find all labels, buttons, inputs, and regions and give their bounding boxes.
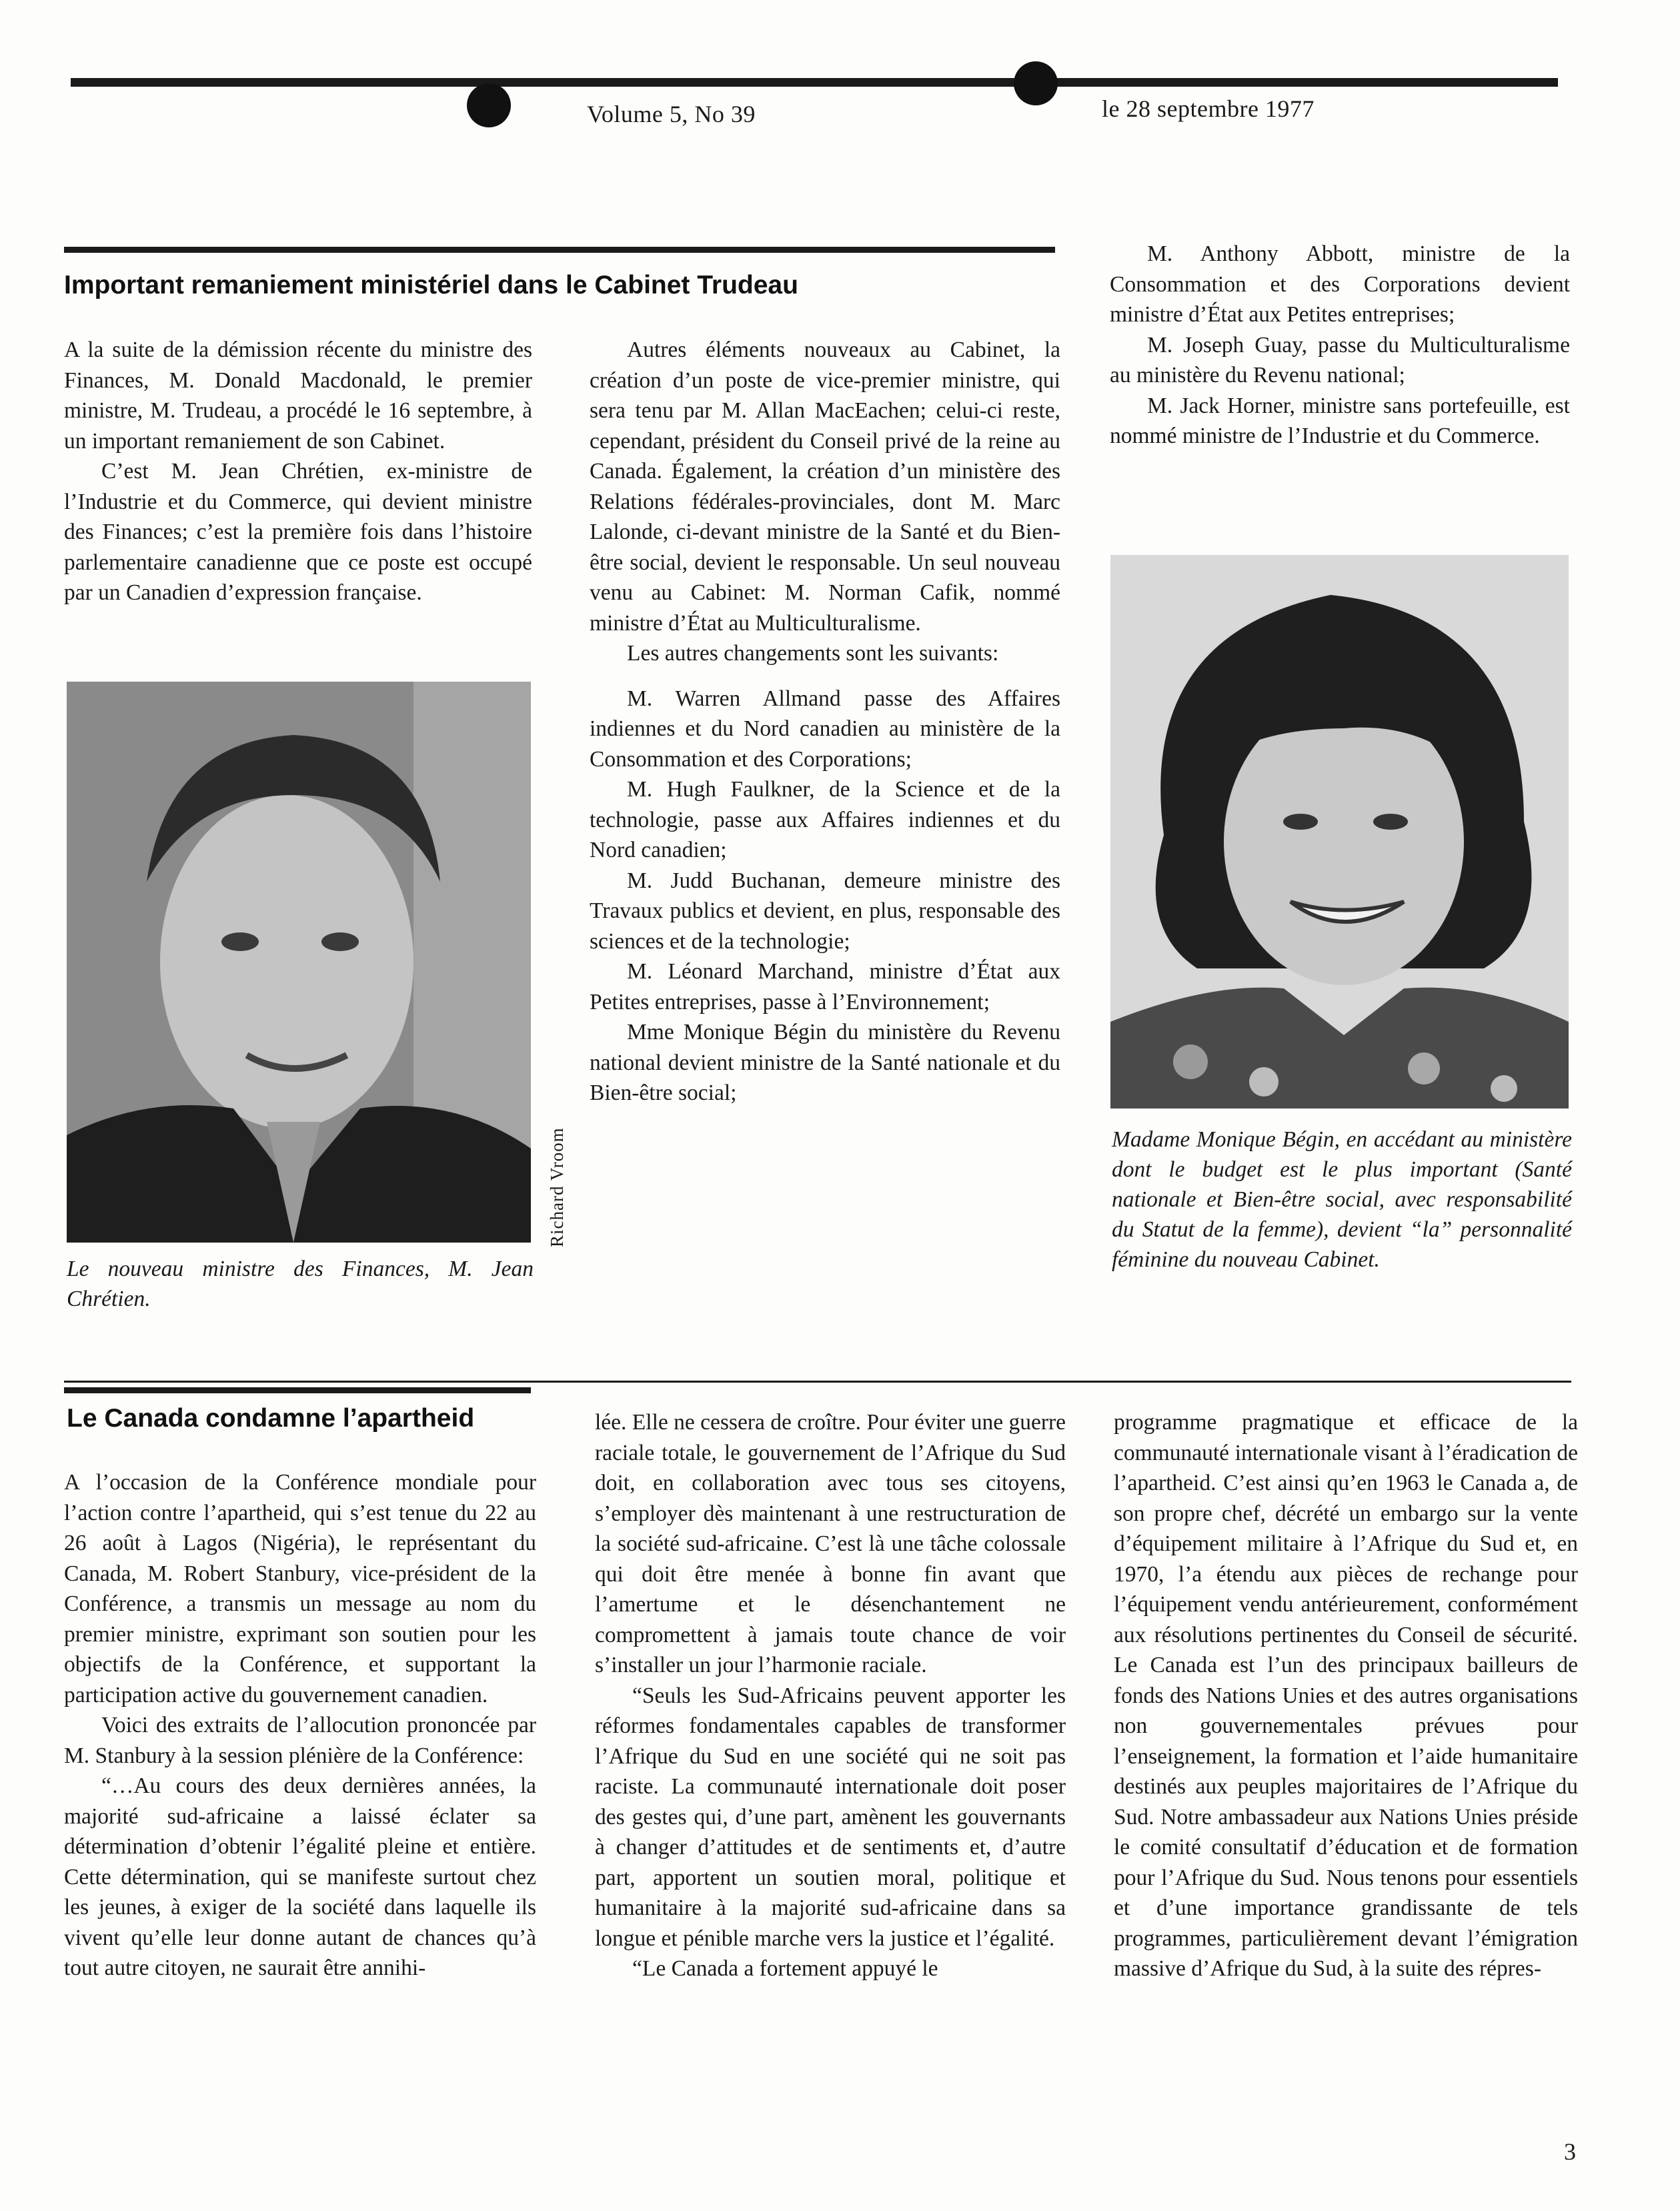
issue-date: le 28 septembre 1977 (1102, 95, 1315, 122)
paragraph: A l’occasion de la Conférence mondiale pour l’action contre l’apartheid, qui s’est tenue du 22 au 26 août à Lagos (Nigéria), le représentant du Canada, M. Robert Stanbury, vice-président de la Conférence, a transmis un message au nom du premier ministre, exprimant son soutien pour les objectifs de la Conférence, et supportant la participation active du gouvernement canadien. (64, 1470, 536, 1707)
article2-title-rule (64, 1387, 531, 1393)
chretien-caption: Le nouveau ministre des Finances, M. Jean Chrétien. (67, 1257, 534, 1311)
paragraph: Voici des extraits de l’allocution prononcée par M. Stanbury à la session plénière de la Conférence: (64, 1713, 536, 1768)
paragraph: Les autres changements sont les suivants: (627, 641, 999, 666)
article2-top-rule (64, 1381, 1571, 1383)
begin-caption: Madame Monique Bégin, en accédant au ministère dont le budget est le plus important (Santé nationale et Bien-être social, avec responsabilité du Statut de la femme), devient “la” personnalité féminine du nouveau Cabinet. (1112, 1127, 1572, 1272)
article1-column-1 (64, 335, 532, 608)
masthead-dot-right (1014, 61, 1058, 105)
list-item: M. Judd Buchanan, demeure ministre des Travaux publics et devient, en plus, responsable des sciences et de la technologie; (590, 868, 1060, 954)
begin-photo (1110, 555, 1569, 1109)
list-item: M. Hugh Faulkner, de la Science et de la technologie, passe aux Affaires indiennes et du Nord canadien; (590, 777, 1060, 862)
volume-number: Volume 5, No 39 (587, 101, 756, 127)
article2-column-1 (64, 1467, 536, 1984)
page-number: 3 (1564, 2138, 1576, 2165)
list-item: M. Anthony Abbott, ministre de la Consommation et des Corporations devient ministre d’État aux Petites entreprises; (1110, 241, 1570, 327)
list-item: M. Joseph Guay, passe du Multiculturalisme au ministère du Revenu national; (1110, 332, 1570, 388)
article1-top-rule (64, 247, 1055, 253)
list-item: M. Léonard Marchand, ministre d’État aux Petites entreprises, passe à l’Environnement; (590, 959, 1060, 1014)
article1-headline: Important remaniement ministériel dans le Cabinet Trudeau (64, 271, 798, 299)
article1-column-2 (590, 335, 1060, 1109)
list-item: M. Warren Allmand passe des Affaires indiennes et du Nord canadien au ministère de la Consommation et des Corporations; (590, 686, 1060, 772)
paragraph: A la suite de la démission récente du ministre des Finances, M. Donald Macdonald, le premier ministre, M. Trudeau, a procédé le 16 septembre, à un important remaniement de son Cabinet. (64, 337, 532, 454)
article2-column-3 (1114, 1407, 1578, 1984)
list-item: M. Jack Horner, ministre sans portefeuille, est nommé ministre de l’Industrie et du Commerce. (1110, 393, 1570, 448)
portrait-image (67, 682, 531, 1243)
masthead-rule (71, 78, 1558, 87)
article2-headline: Le Canada condamne l’apartheid (67, 1404, 475, 1433)
list-item: Mme Monique Bégin du ministère du Revenu national devient ministre de la Santé nationale et du Bien-être social; (590, 1020, 1060, 1105)
paragraph: Autres éléments nouveaux au Cabinet, la création d’un poste de vice-premier ministre, qui sera tenu par M. Allan MacEachen; celui-ci reste, cependant, président du Conseil privé de la reine au Canada. Également, la création d’un ministère des Relations fédérales-provinciales, dont M. Marc Lalonde, ci-devant ministre de la Santé et du Bien-être social, devient le responsable. Un seul nouveau venu au Cabinet: M. Norman Cafik, nommé ministre d’État au Multiculturalisme. (590, 337, 1060, 636)
masthead-dot-left (467, 83, 511, 127)
paragraph: “…Au cours des deux dernières années, la majorité sud-africaine a laissé éclater sa détermination d’obtenir l’égalité pleine et entière. Cette détermination, qui se manifeste surtout chez les jeunes, à exiger de la société dans laquelle ils vivent qu’elle leur donne autant de chances qu’à tout autre citoyen, ne saurait être annihi- (64, 1773, 536, 1980)
article1-column-3 (1110, 239, 1570, 452)
paragraph: “Seuls les Sud-Africains peuvent apporter les réformes fondamentales capables de transformer l’Afrique du Sud en une société qui ne soit pas raciste. La communauté internationale doit poser des gestes qui, d’une part, amènent les gouvernants à changer d’attitudes et de sentiments et, d’autre part, apportent un soutien moral, politique et humanitaire à la majorité sud-africaine dans sa longue et pénible marche vers la justice et l’égalité. (595, 1683, 1066, 1951)
paragraph: “Le Canada a fortement appuyé le (632, 1956, 938, 1981)
paragraph: C’est M. Jean Chrétien, ex-ministre de l’Industrie et du Commerce, qui devient ministre des Finances; c’est la première fois dans l’histoire parlementaire canadienne que ce poste est occupé par un Canadien d’expression française. (64, 459, 532, 605)
photo-credit: Richard Vroom (547, 1127, 567, 1247)
paragraph: lée. Elle ne cessera de croître. Pour éviter une guerre raciale totale, le gouvernement de l’Afrique du Sud doit, en collaboration avec tous ses citoyens, s’employer dès maintenant à une restructuration de la société sud-africaine. C’est là une tâche colossale qui doit être menée à bonne fin avant que l’amertume et le désenchantement ne compromettent à jamais toute chance de voir s’installer un jour l’harmonie raciale. (595, 1410, 1066, 1677)
portrait-image (1110, 555, 1569, 1109)
chretien-photo (67, 682, 531, 1243)
article2-column-2 (595, 1407, 1066, 1984)
paragraph: programme pragmatique et efficace de la communauté internationale visant à l’éradication de l’apartheid. C’est ainsi qu’en 1963 le Canada a, de son propre chef, décrété un embargo sur la vente d’équipement militaire à l’Afrique du Sud et, en 1970, l’a étendu aux pièces de rechange pour l’équipement vendu antérieurement, conformément aux résolutions pertinentes du Conseil de sécurité. Le Canada est l’un des principaux bailleurs de fonds des Nations Unies et des autres organisations non gouvernementales prévues pour l’enseignement, la formation et l’aide humanitaire destinés aux peuples majoritaires de l’Afrique du Sud. Notre ambassadeur aux Nations Unies préside le comité consultatif d’éducation et de formation pour l’Afrique du Sud. Nous tenons pour essentiels et d’une importance grandissante de tels programmes, particulièrement devant l’émigration massive d’Afrique du Sud, à la suite des répres- (1114, 1410, 1578, 1981)
